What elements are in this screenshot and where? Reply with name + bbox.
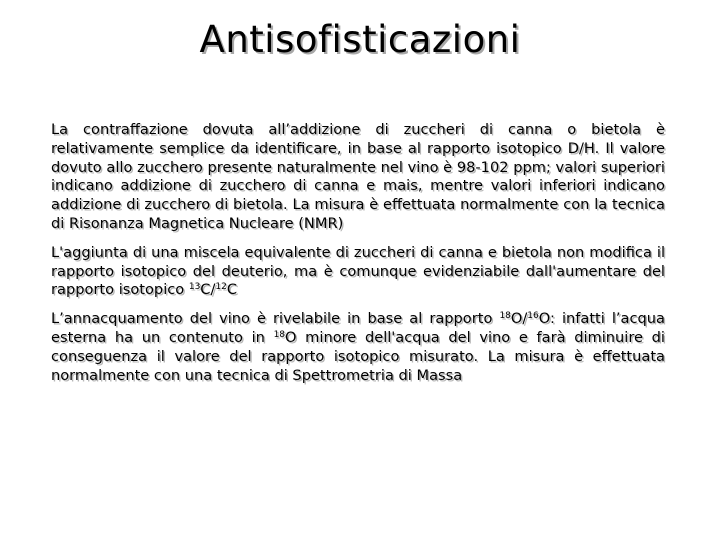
isotope-superscript: 16 [527, 311, 539, 322]
isotope-symbol: C [226, 281, 238, 299]
paragraph-watering-text: L’annacquamento del vino è rivelabile in base al rapporto [51, 310, 500, 328]
isotope-superscript: 13 [188, 282, 201, 293]
isotope-symbol: O/ [510, 310, 528, 328]
slide-title: Antisofisticazioni [199, 18, 521, 61]
isotope-superscript: 12 [215, 282, 227, 293]
paragraph-sugar-mixture [51, 244, 665, 300]
paragraph-watering-middle: O: infatti l’acqua esterna ha un contenuto in [51, 310, 665, 346]
paragraph-sugar-addition [51, 121, 665, 234]
paragraph-watering [51, 310, 665, 385]
isotope-superscript: 18 [499, 311, 511, 322]
isotope-symbol: C/ [200, 281, 216, 299]
paragraph-sugar-addition-text: La contraffazione dovuta all’addizione di zuccheri di canna o bietola è relativamente semplice da identificare, in base al rapporto isotopico D/H. Il valore dovuto allo zucchero presente naturalmente nel vino è 98-102 ppm; valori superiori indicano addizione di zucchero di canna e mais, mentre valori inferiori indicano addizione di zucchero di bietola. La misura è effettuata normalmente con la tecnica di Risonanza Magnetica Nucleare (NMR) [51, 121, 665, 232]
isotope-superscript: 18 [273, 329, 286, 340]
paragraph-watering-end: O minore dell'acqua del vino e farà diminuire di conseguenza il valore del rapporto isotopico misurato. La misura è effettuata normalmente con una tecnica di Spettrometria di Massa [51, 328, 665, 384]
paragraph-sugar-mixture-text: L'aggiunta di una miscela equivalente di zuccheri di canna e bietola non modifica il rapporto isotopico del deuterio, ma è comunque evidenziabile dall'aumentare del rapporto isotopico [51, 243, 665, 299]
slide-body [51, 121, 665, 395]
